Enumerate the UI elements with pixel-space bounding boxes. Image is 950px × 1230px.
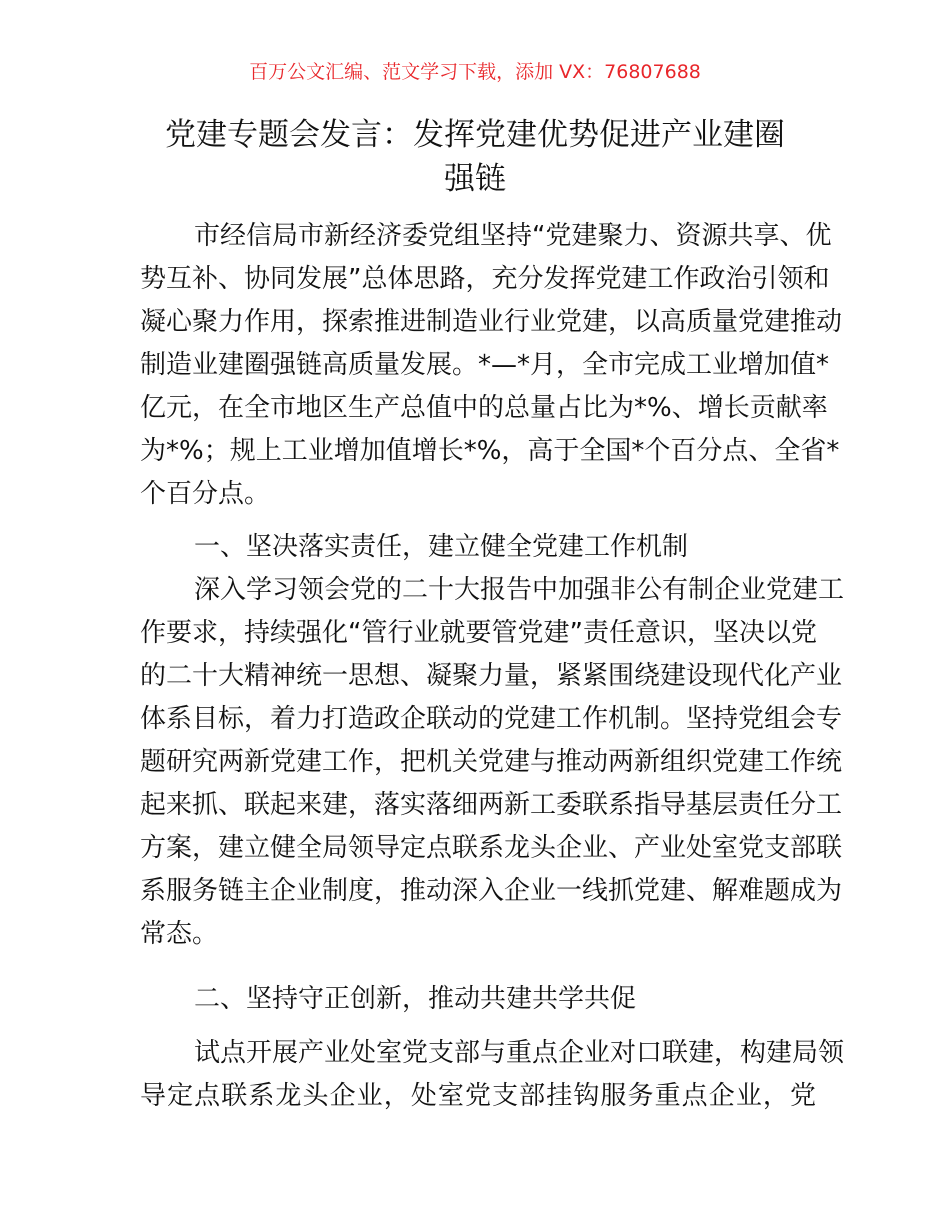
text-line: 个百分点。 <box>140 479 271 509</box>
text-line: 制造业建圈强链高质量发展。*—*月，全市完成工业增加值* <box>140 350 830 380</box>
text-line: 为*%；规上工业增加值增长*%，高于全国*个百分点、全省* <box>140 436 840 466</box>
paragraph-section-2 <box>140 1032 845 1118</box>
section-heading-1: 一、坚决落实责任，建立健全党建工作机制 <box>194 532 689 562</box>
title-line: 党建专题会发言：发挥党建优势促进产业建圈 <box>165 117 785 153</box>
document-title <box>120 113 830 201</box>
paragraph-intro <box>140 215 843 516</box>
text-line: 起来抓、联起来建，落实落细两新工委联系指导基层责任分工 <box>140 790 843 820</box>
text-line: 作要求，持续强化“管行业就要管党建”责任意识，坚决以党 <box>140 618 817 648</box>
watermark-header-note: 百万公文汇编、范文学习下载，添加 VX：76807688 <box>249 61 701 83</box>
title-line: 强链 <box>444 161 506 197</box>
text-line: 系服务链主企业制度，推动深入企业一线抓党建、解难题成为 <box>140 876 843 906</box>
paragraph-section-1 <box>140 569 845 956</box>
section-heading-2: 二、坚持守正创新，推动共建共学共促 <box>194 984 637 1014</box>
text-line: 深入学习领会党的二十大报告中加强非公有制企业党建工 <box>194 575 845 605</box>
text-line: 常态。 <box>140 919 219 949</box>
text-line: 导定点联系龙头企业，处室党支部挂钩服务重点企业，党 <box>140 1081 816 1111</box>
text-line: 市经信局市新经济委党组坚持“党建聚力、资源共享、优 <box>194 221 832 251</box>
text-line: 势互补、协同发展”总体思路，充分发挥党建工作政治引领和 <box>140 264 830 294</box>
text-line: 方案，建立健全局领导定点联系龙头企业、产业处室党支部联 <box>140 833 843 863</box>
text-line: 试点开展产业处室党支部与重点企业对口联建，构建局领 <box>194 1038 845 1068</box>
text-line: 的二十大精神统一思想、凝聚力量，紧紧围绕建设现代化产业 <box>140 661 843 691</box>
text-line: 题研究两新党建工作，把机关党建与推动两新组织党建工作统 <box>140 747 843 777</box>
text-line: 亿元，在全市地区生产总值中的总量占比为*%、增长贡献率 <box>140 393 828 423</box>
text-line: 凝心聚力作用，探索推进制造业行业党建，以高质量党建推动 <box>140 307 843 337</box>
text-line: 体系目标，着力打造政企联动的党建工作机制。坚持党组会专 <box>140 704 843 734</box>
